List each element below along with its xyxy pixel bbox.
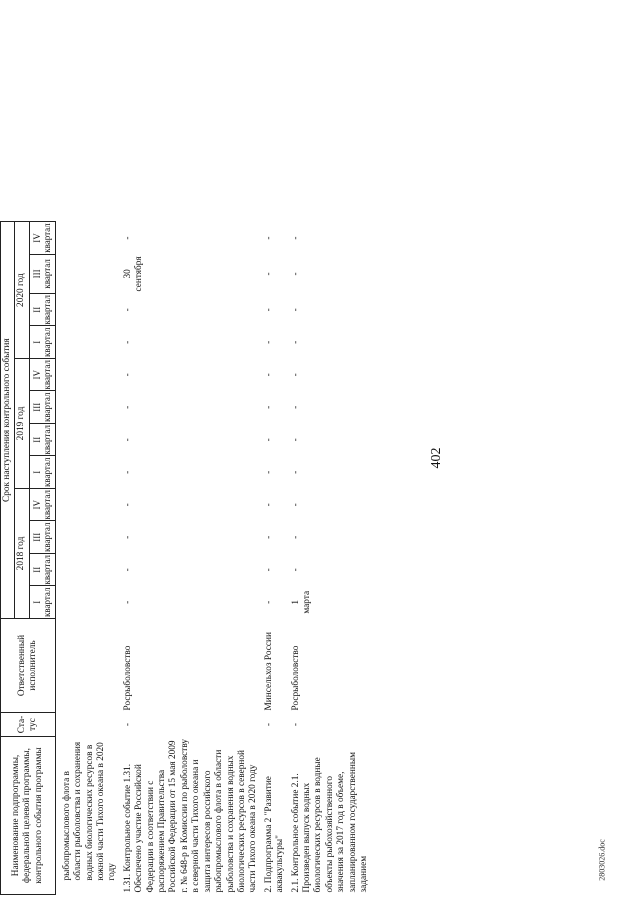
status-cell [55, 713, 120, 737]
header-quarter: III квартал [29, 254, 55, 293]
quarter-cell: - [263, 568, 274, 572]
table-row [55, 222, 120, 895]
quarter-cell [55, 359, 120, 392]
header-quarter: I квартал [29, 456, 55, 489]
row-number: 2. [263, 885, 274, 893]
quarter-cell: 30 сентября [122, 256, 145, 292]
quarter-cell: - [290, 535, 301, 539]
header-quarter: III квартал [29, 391, 55, 424]
page-number: 402 [429, 447, 444, 469]
status-cell: - [263, 722, 274, 727]
row-title: рыбопромыслового флота в области рыболовства и сохранения водных биологических ресурсов в южной части Тихого океана в 2020 году [61, 741, 118, 881]
table-row [120, 222, 261, 895]
header-year-2019: 2019 год [15, 359, 29, 489]
table-row [288, 222, 372, 895]
quarter-cell: - [122, 236, 133, 240]
quarter-cell: - [263, 373, 274, 377]
quarter-cell: - [122, 308, 133, 312]
rotated-page-content [0, 40, 590, 895]
quarter-cell: - [290, 236, 301, 240]
header-responsible: Ответственный исполнитель [1, 619, 56, 713]
quarter-cell: - [263, 308, 274, 312]
quarter-cell [55, 294, 120, 327]
row-title: Контрольное событие 1.31. Обеспечено участие Российской Федерации в соответствии с распоряжением Правительства Российской Федерации от 15 мая 2009 г. № 648-р в Комиссии по рыболовству в северной части Тихого океана и защита интересов российского рыбопромыслового флота в области рыболовства и сохранения водных биологических ресурсов в северной части Тихого океана в 2020 году [122, 738, 259, 893]
quarter-cell [55, 586, 120, 619]
quarter-cell: - [122, 600, 133, 604]
quarter-cell: - [263, 438, 274, 442]
quarter-cell: - [290, 438, 301, 442]
header-term: Срок наступления контрольного события [1, 222, 15, 619]
quarter-cell: - [122, 438, 133, 442]
quarter-cell: - [122, 535, 133, 539]
quarter-cell: - [263, 600, 274, 604]
row-number: 1.31. [122, 873, 133, 893]
header-status: Ста- тус [1, 713, 56, 737]
quarter-cell: - [122, 568, 133, 572]
quarter-cell: - [263, 340, 274, 344]
header-quarter: I квартал [29, 326, 55, 359]
header-year-2020: 2020 год [15, 222, 29, 359]
quarter-cell [55, 424, 120, 457]
quarter-cell: - [122, 340, 133, 344]
row-number: 2.1. [290, 878, 301, 893]
quarter-cell [55, 489, 120, 522]
row-title: Подпрограмма 2 "Развитие аквакультуры" [263, 776, 286, 893]
event-name-cell [261, 737, 288, 895]
quarter-cell: - [290, 272, 301, 276]
quarter-cell [55, 456, 120, 489]
quarter-cell: - [290, 470, 301, 474]
header-quarter: IV квартал [29, 489, 55, 522]
quarter-cell: - [290, 373, 301, 377]
header-quarter: II квартал [29, 294, 55, 327]
responsible-cell [55, 619, 120, 713]
quarter-cell: - [122, 503, 133, 507]
quarter-cell [55, 326, 120, 359]
header-quarter: II квартал [29, 554, 55, 587]
quarter-cell: - [263, 503, 274, 507]
quarter-cell: - [122, 405, 133, 409]
header-quarter: III квартал [29, 521, 55, 554]
row-title: Контрольное событие 2.1. Произведен выпуск водных биологических ресурсов в водные объекты рыбохозяйственного значения за 2017 год в объеме, запланированном государственным заданием [290, 752, 369, 893]
status-cell: - [122, 722, 133, 727]
quarter-cell: - [263, 535, 274, 539]
schedule-rows [55, 222, 371, 895]
quarter-cell: - [290, 503, 301, 507]
quarter-cell: - [290, 405, 301, 409]
header-quarter: II квартал [29, 424, 55, 457]
quarter-cell [55, 254, 120, 293]
quarter-cell: - [122, 470, 133, 474]
quarter-cell: - [263, 236, 274, 240]
responsible-cell: Росрыболовство [290, 645, 301, 711]
document-code: 2803026.doc [597, 839, 607, 881]
quarter-cell [55, 222, 120, 255]
event-name-cell [288, 737, 372, 895]
quarter-cell: - [290, 308, 301, 312]
quarter-cell [55, 391, 120, 424]
schedule-table [0, 221, 371, 895]
quarter-cell: - [263, 405, 274, 409]
header-quarter: IV квартал [29, 222, 55, 255]
quarter-cell: - [122, 373, 133, 377]
quarter-cell [55, 554, 120, 587]
header-name: Наименование подпрограммы, федеральной целевой программы, контрольного события программы [1, 737, 56, 895]
event-name-cell [120, 737, 261, 895]
quarter-cell: - [290, 340, 301, 344]
status-cell: - [290, 722, 301, 727]
quarter-cell: - [290, 568, 301, 572]
header-year-2018: 2018 год [15, 489, 29, 619]
quarter-cell: 1 марта [290, 590, 312, 614]
header-quarter: IV квартал [29, 359, 55, 392]
event-name-cell [55, 737, 120, 895]
responsible-cell: Минсельхоз России [263, 632, 274, 711]
quarter-cell: - [263, 470, 274, 474]
header-quarter: I квартал [29, 586, 55, 619]
quarter-cell [55, 521, 120, 554]
responsible-cell: Росрыболовство [122, 645, 133, 711]
quarter-cell: - [263, 272, 274, 276]
table-row [261, 222, 288, 895]
